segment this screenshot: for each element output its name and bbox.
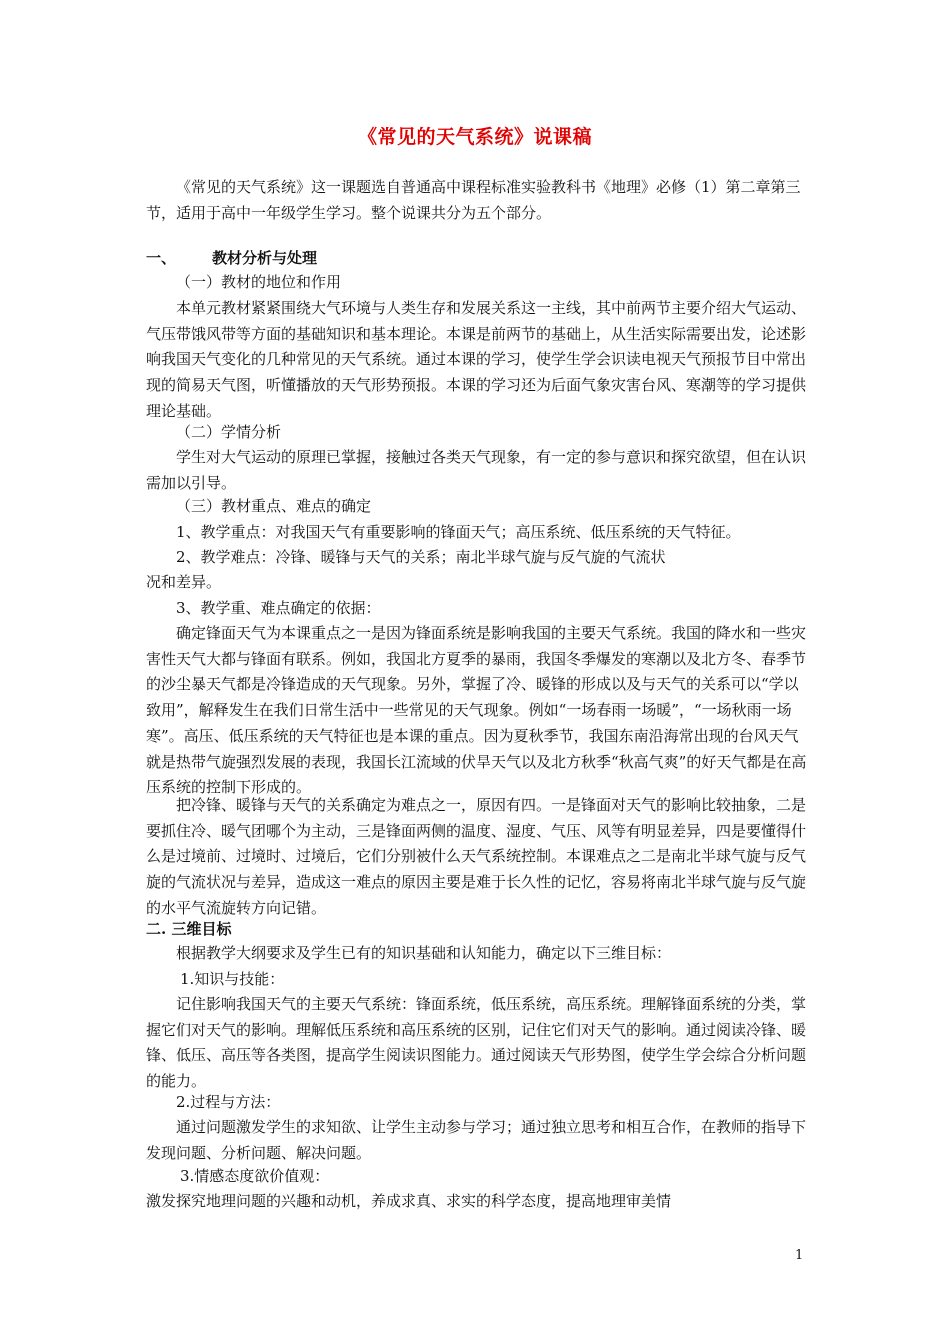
basis-paragraph-1: 确定锋面天气为本课重点之一是因为锋面系统是影响我国的主要天气系统。我国的降水和一些灾害性天气大都与锋面有联系。例如，我国北方夏季的暴雨，我国冬季爆发的寒潮以及北方冬、春季节的沙尘暴天气都是冷锋造成的天气现象。另外，掌握了冷、暖锋的形成以及与天气的关系可以“学以致用”，解释发生在我们日常生活中一些常见的天气现象。例如“一场春雨一场暖”，“一场秋雨一场寒”。高压、低压系统的天气特征也是本课的重点。因为夏秋季节，我国东南沿海常出现的台风天气就是热带气旋强烈发展的表现，我国长江流域的伏旱天气以及北方秋季“秋高气爽”的好天气都是在高压系统的控制下形成的。 <box>146 624 807 797</box>
key-point-3: 3、教学重、难点确定的依据： <box>176 599 381 617</box>
key-point-1: 1、教学重点：对我国天气有重要影响的锋面天气；高压系统、低压系统的天气特征。 <box>176 523 741 541</box>
goal3-heading: 3.情感态度欲价值观： <box>180 1167 330 1185</box>
sub2-paragraph: 学生对大气运动的原理已掌握，接触过各类天气现象，有一定的参与意识和探究欲望，但在认识需加以引导。 <box>146 448 807 492</box>
basis-paragraph-2: 把冷锋、暖锋与天气的关系确定为难点之一，原因有四。一是锋面对天气的影响比较抽象，二是要抓住冷、暖气团哪个为主动，三是锋面两侧的温度、湿度、气压、风等有明显差异，四是要懂得什么是过境前、过境时、过境后，它们分别被什么天气系统控制。本课难点之二是南北半球气旋与反气旋的气流状况与差异，造成这一难点的原因主要是难于长久性的记忆，容易将南北半球气旋与反气旋的水平气流旋转方向记错。 <box>146 796 807 917</box>
goal2-heading: 2.过程与方法： <box>176 1093 281 1111</box>
page-number: 1 <box>795 1248 804 1263</box>
section1-heading <box>146 247 317 268</box>
sub2-heading: （二）学情分析 <box>176 423 282 441</box>
goal2-paragraph: 通过问题激发学生的求知欲、让学生主动参与学习；通过独立思考和相互合作，在教师的指导下发现问题、分析问题、解决问题。 <box>146 1118 807 1162</box>
key-point-2-cont: 况和差异。 <box>146 573 222 591</box>
section1-number: 一、 <box>146 249 177 267</box>
sub1-heading: （一）教材的地位和作用 <box>176 273 342 291</box>
sub3-heading: （三）教材重点、难点的确定 <box>176 497 372 515</box>
key-point-2: 2、教学难点：冷锋、暖锋与天气的关系；南北半球气旋与反气旋的气流状 <box>176 548 666 566</box>
document-title: 《常见的天气系统》说课稿 <box>357 126 592 148</box>
intro-paragraph: 《常见的天气系统》这一课题选自普通高中课程标准实验教科书《地理》必修（1）第二章第三节，适用于高中一年级学生学习。整个说课共分为五个部分。 <box>146 178 801 222</box>
sub1-paragraph: 本单元教材紧紧围绕大气环境与人类生存和发展关系这一主线，其中前两节主要介绍大气运动、气压带饿风带等方面的基础知识和基本理论。本课是前两节的基础上，从生活实际需要出发，论述影响我国天气变化的几种常见的天气系统。通过本课的学习，使学生学会识读电视天气预报节目中常出现的简易天气图，听懂播放的天气形势预报。本课的学习还为后面气象灾害台风、寒潮等的学习提供理论基础。 <box>146 299 807 420</box>
section2-intro: 根据教学大纲要求及学生已有的知识基础和认知能力，确定以下三维目标： <box>176 944 672 962</box>
section2-heading: 二. 三维目标 <box>146 920 232 938</box>
goal1-heading: 1.知识与技能： <box>180 970 285 988</box>
goal3-paragraph: 激发探究地理问题的兴趣和动机，养成求真、求实的科学态度，提高地理审美情 <box>146 1192 672 1210</box>
section1-title: 教材分析与处理 <box>212 249 318 267</box>
goal1-paragraph: 记住影响我国天气的主要天气系统：锋面系统，低压系统，高压系统。理解锋面系统的分类，掌握它们对天气的影响。理解低压系统和高压系统的区别，记住它们对天气的影响。通过阅读冷锋、暖锋、低压、高压等各类图，提高学生阅读识图能力。通过阅读天气形势图，使学生学会综合分析问题的能力。 <box>146 995 807 1091</box>
